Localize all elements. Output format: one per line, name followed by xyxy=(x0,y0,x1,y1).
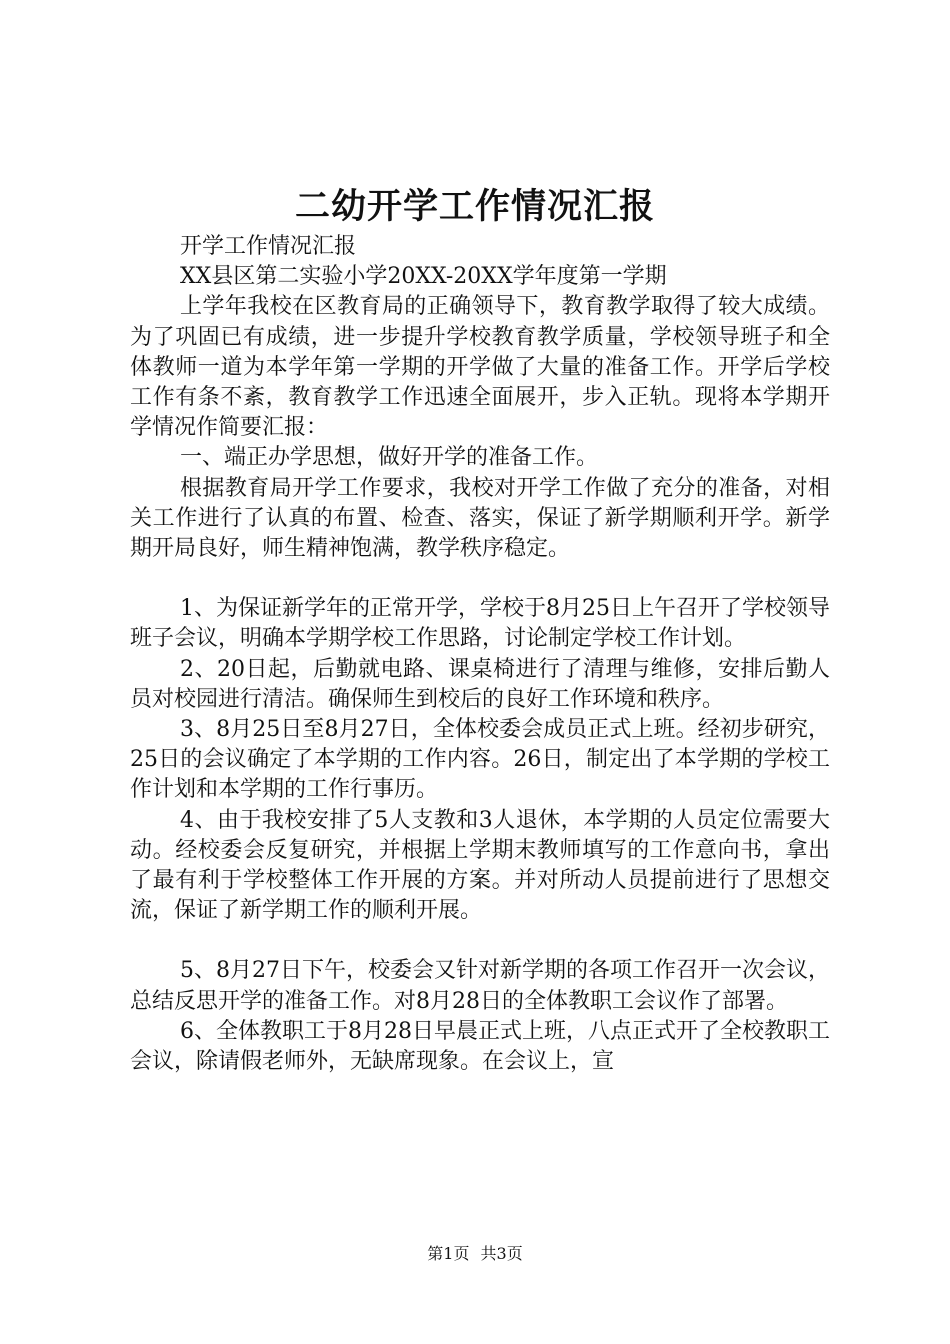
paragraph-item-1: 1、为保证新学年的正常开学，学校于8月25日上午召开了学校领导班子会议，明确本学期学校工作思路，讨论制定学校工作计划。 xyxy=(130,596,830,652)
paragraph-item-3: 3、8月25日至8月27日，全体校委会成员正式上班。经初步研究，25日的会议确定了本学期的工作内容。26日，制定出了本学期的学校工作计划和本学期的工作行事历。 xyxy=(130,717,830,803)
paragraph-item-5: 5、8月27日下午，校委会又针对新学期的各项工作召开一次会议，总结反思开学的准备工作。对8月28日的全体教职工会议作了部署。 xyxy=(130,958,830,1014)
section-heading-1: 一、端正办学思想，做好开学的准备工作。 xyxy=(180,445,599,471)
document-body xyxy=(130,232,830,1077)
paragraph-item-6: 6、全体教职工于8月28日早晨正式上班，八点正式开了全校教职工会议，除请假老师外，无缺席现象。在会议上，宣 xyxy=(130,1018,830,1075)
paragraph-school-term: XX县区第二实验小学20XX-20XX学年度第一学期 xyxy=(180,264,667,290)
paragraph-item-2: 2、20日起，后勤就电路、课桌椅进行了清理与维修，安排后勤人员对校园进行清洁。确保师生到校后的良好工作环境和秩序。 xyxy=(130,656,830,712)
document-title: 二幼开学工作情况汇报 xyxy=(294,186,655,227)
page-footer xyxy=(0,1243,950,1265)
paragraph-subtitle: 开学工作情况汇报 xyxy=(180,234,357,259)
paragraph-section-1: 根据教育局开学工作要求，我校对开学工作做了充分的准备，对相关工作进行了认真的布置、检查、落实，保证了新学期顺利开学。新学期开局良好，师生精神饱满，教学秩序稳定。 xyxy=(130,475,830,562)
page-number-current: 第1页 xyxy=(427,1244,470,1263)
page-number-total: 共3页 xyxy=(480,1244,523,1263)
paragraph-intro: 上学年我校在区教育局的正确领导下，教育教学取得了较大成绩。为了巩固已有成绩，进一步提升学校教育教学质量，学校领导班子和全体教师一道为本学年第一学期的开学做了大量的准备工作。开学后学校工作有条不紊，教育教学工作迅速全面展开，步入正轨。现将本学期开学情况作简要汇报： xyxy=(130,294,830,441)
paragraph-item-4: 4、由于我校安排了5人支教和3人退休，本学期的人员定位需要大动。经校委会反复研究，并根据上学期末教师填写的工作意向书，拿出了最有利于学校整体工作开展的方案。并对所动人员提前进行了思想交流，保证了新学期工作的顺利开展。 xyxy=(130,807,830,924)
